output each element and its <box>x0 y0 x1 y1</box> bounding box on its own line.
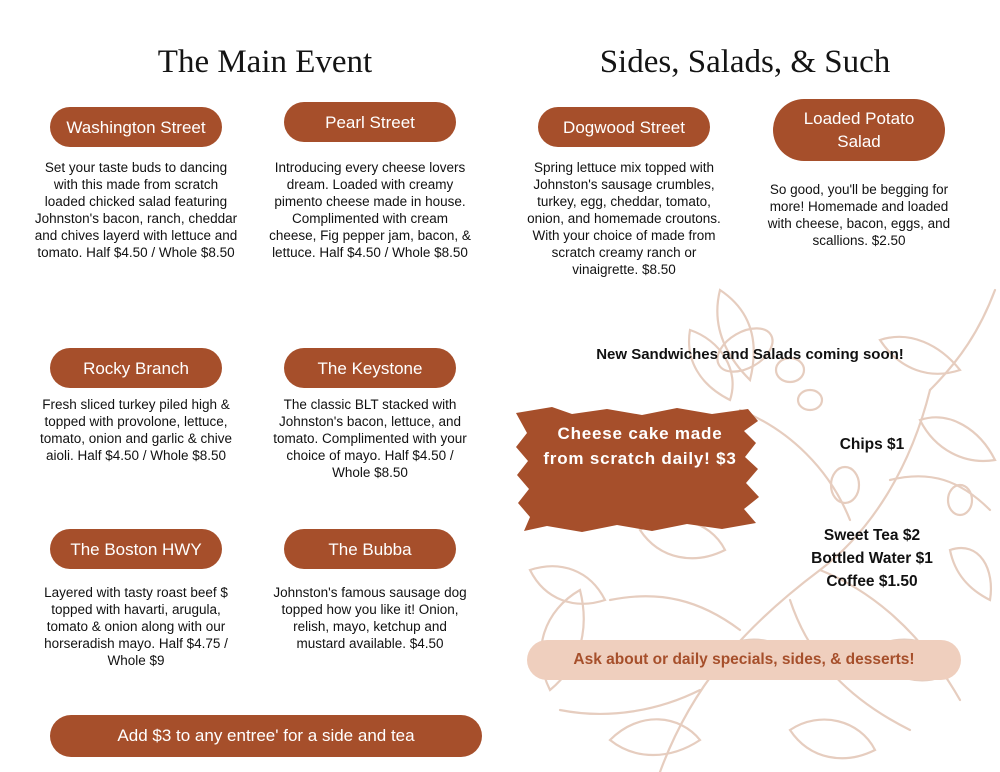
item-rocky-branch-description: Fresh sliced turkey piled high & topped with provolone, lettuce, tomato, onion and garlic & chive aioli. Half $4.50 / Whole $8.50 <box>39 397 233 463</box>
item-the-bubba-description: Johnston's famous sausage dog topped how you like it! Onion, relish, mayo, ketchup and mustard available. $4.50 <box>273 585 467 651</box>
item-washington-street: Washington Street <box>50 107 222 147</box>
item-rocky-branch: Rocky Branch <box>50 348 222 388</box>
side-and-tea-addon-banner: Add $3 to any entree' for a side and tea <box>50 715 482 757</box>
specials-banner: Ask about or daily specials, sides, & desserts! <box>527 640 961 680</box>
item-loaded-potato-salad: Loaded Potato Salad <box>773 99 945 161</box>
item-the-boston-hwy: The Boston HWY <box>50 529 222 569</box>
item-the-keystone-description: The classic BLT stacked with Johnston's bacon, lettuce, and tomato. Complimented with your choice of mayo. Half $4.50 / Whole $8.50 <box>273 397 467 480</box>
item-pearl-street: Pearl Street <box>284 102 456 142</box>
item-the-bubba: The Bubba <box>284 529 456 569</box>
item-washington-street-description: Set your taste buds to dancing with this made from scratch loaded chicked salad featuring Johnston's bacon, ranch, cheddar and chives layerd with lettuce and tomato. Half $4.50 / Whole $8.50 <box>34 160 238 260</box>
drink-coffee: Coffee $1.50 <box>826 573 918 590</box>
item-loaded-potato-salad-description: So good, you'll be begging for more! Homemade and loaded with cheese, bacon, eggs, and scallions. $2.50 <box>767 182 951 248</box>
cheesecake-special: Cheese cake made from scratch daily! $3 <box>543 424 737 468</box>
chips-price: Chips $1 <box>839 436 905 453</box>
drink-sweet-tea: Sweet Tea $2 <box>823 527 921 544</box>
sides-heading: Sides, Salads, & Such <box>599 44 891 80</box>
coming-soon-note: New Sandwiches and Salads coming soon! <box>596 346 904 363</box>
item-dogwood-street-description: Spring lettuce mix topped with Johnston's sausage crumbles, turkey, egg, cheddar, tomato, onion, and homemade croutons. With your choice of made from scratch creamy ranch or vinaigrette. $8.50 <box>527 160 721 277</box>
item-the-boston-hwy-description: Layered with tasty roast beef $ topped with havarti, arugula, tomato & onion along with our horseradish mayo. Half $4.75 / Whole $9 <box>44 585 228 668</box>
item-pearl-street-description: Introducing every cheese lovers dream. Loaded with creamy pimento cheese made in house. Complimented with cream cheese, Fig pepper jam, bacon, & lettuce. Half $4.50 / Whole $8.50 <box>269 160 471 260</box>
main-event-heading: The Main Event <box>157 44 373 80</box>
drink-bottled-water: Bottled Water $1 <box>811 550 933 567</box>
item-the-keystone: The Keystone <box>284 348 456 388</box>
item-dogwood-street: Dogwood Street <box>538 107 710 147</box>
